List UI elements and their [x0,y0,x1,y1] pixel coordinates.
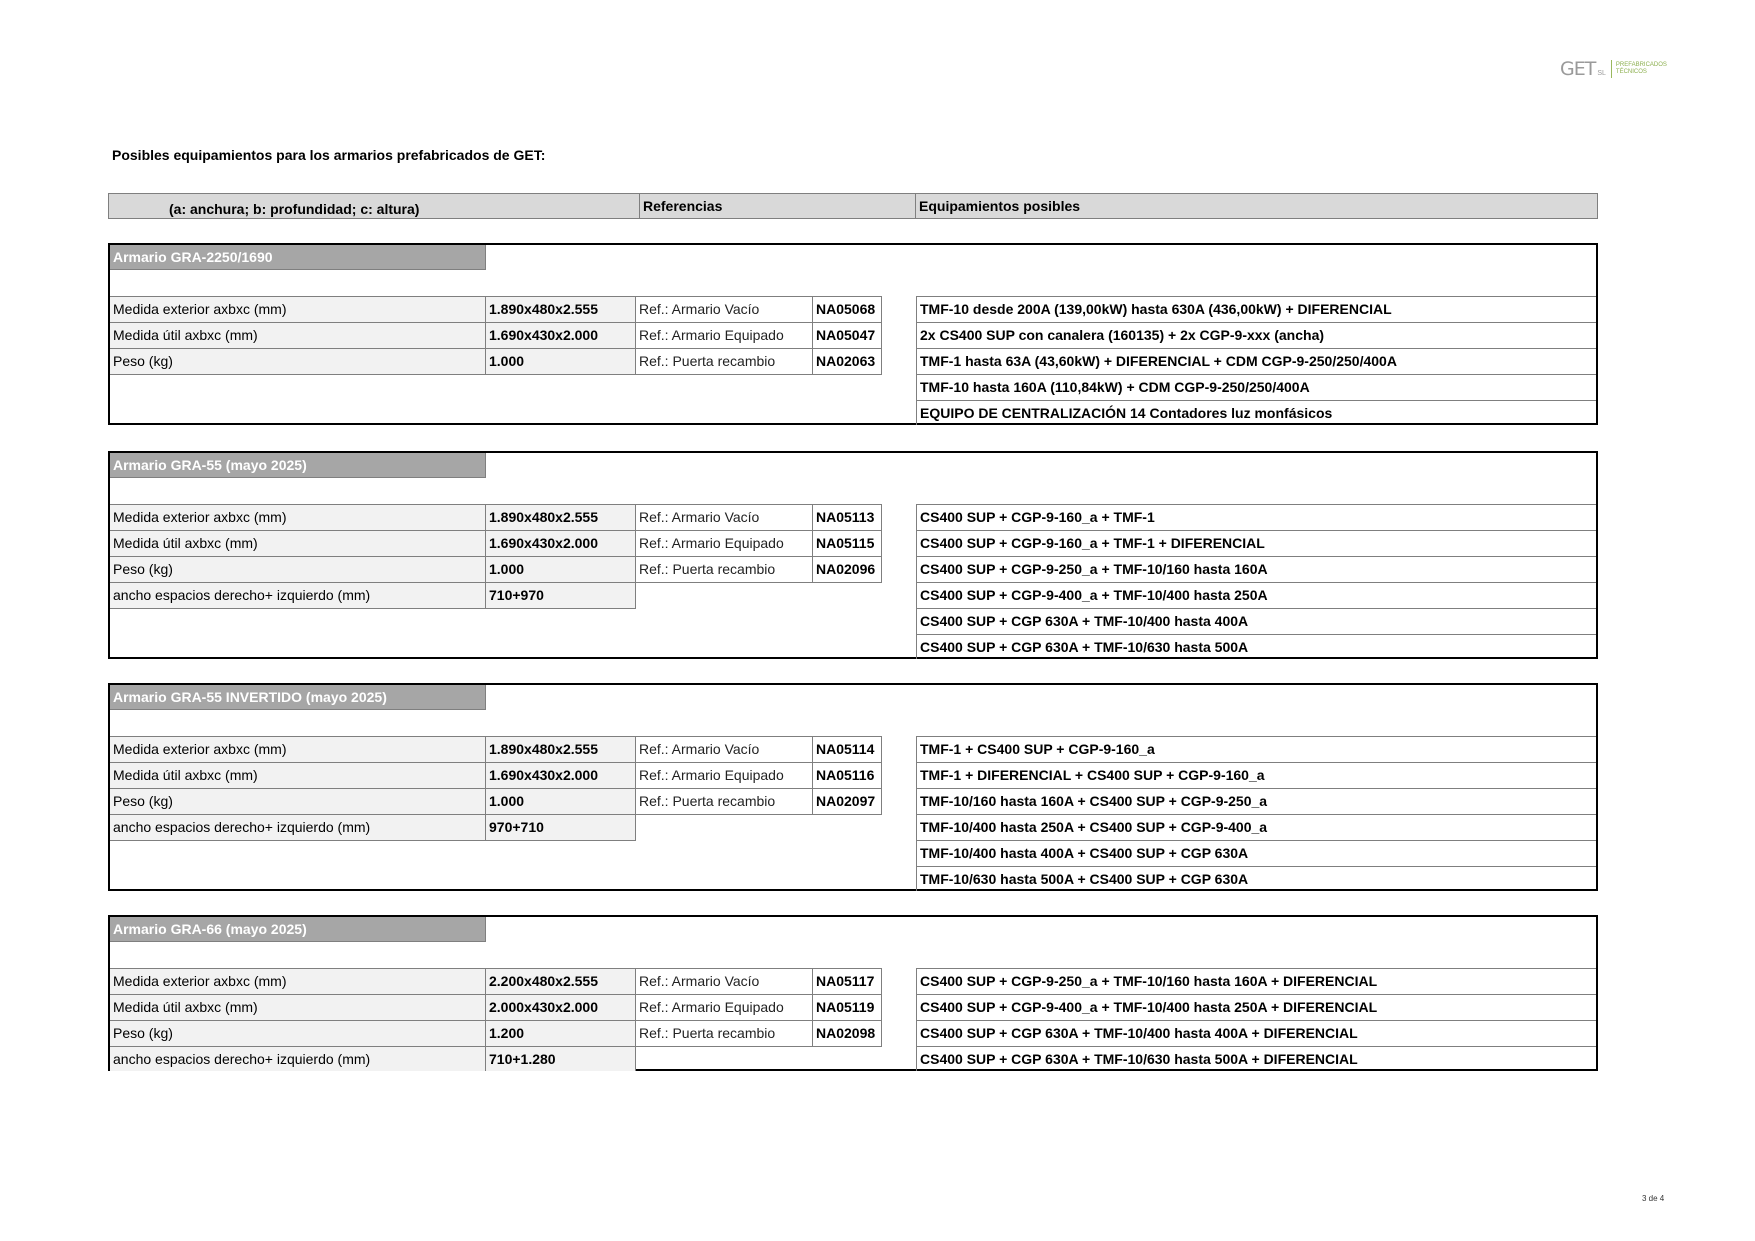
section-gra-66 [108,915,1598,1071]
equip-item: CS400 SUP + CGP-9-400_a + TMF-10/400 hasta 250A [916,582,1596,608]
section-title: Armario GRA-2250/1690 [110,245,486,270]
value-ancho-espacios: 970+710 [486,814,636,840]
label-ref-vacio: Ref.: Armario Vacío [636,296,813,322]
label-medida-util: Medida útil axbxc (mm) [110,530,486,556]
label-peso: Peso (kg) [110,1020,486,1046]
section-title: Armario GRA-66 (mayo 2025) [110,917,486,942]
equip-item: CS400 SUP + CGP-9-250_a + TMF-10/160 hasta 160A + DIFERENCIAL [916,968,1596,994]
ref-vacio-code: NA05117 [813,968,882,994]
row-divider [636,814,882,815]
table-header [108,193,1598,219]
equip-item: EQUIPO DE CENTRALIZACIÓN 14 Contadores luz monfásicos [916,400,1596,425]
equip-item: CS400 SUP + CGP-9-250_a + TMF-10/160 hasta 160A [916,556,1596,582]
row-divider [110,608,636,609]
label-medida-exterior: Medida exterior axbxc (mm) [110,296,486,322]
equip-item: TMF-10/160 hasta 160A + CS400 SUP + CGP-9-250_a [916,788,1596,814]
equip-item: CS400 SUP + CGP 630A + TMF-10/630 hasta 500A [916,634,1596,659]
equip-item: CS400 SUP + CGP-9-400_a + TMF-10/400 hasta 250A + DIFERENCIAL [916,994,1596,1020]
logo-divider [1611,60,1612,78]
logo-mark: GET [1560,58,1596,80]
logo-tagline-line-2: TÉCNICOS [1615,69,1647,75]
label-medida-exterior: Medida exterior axbxc (mm) [110,504,486,530]
equip-item: TMF-1 + CS400 SUP + CGP-9-160_a [916,736,1596,762]
ref-vacio-code: NA05114 [813,736,882,762]
equip-item: TMF-10/630 hasta 500A + CS400 SUP + CGP 630A [916,866,1596,891]
ref-puerta-code: NA02098 [813,1020,882,1046]
ref-puerta-code: NA02063 [813,348,882,374]
section-gra-55-invertido [108,683,1598,891]
value-ancho-espacios: 710+1.280 [486,1046,636,1071]
equip-item: TMF-1 hasta 63A (43,60kW) + DIFERENCIAL + CDM CGP-9-250/250/400A [916,348,1596,374]
value-medida-exterior: 1.890x480x2.555 [486,504,636,530]
value-medida-util: 2.000x430x2.000 [486,994,636,1020]
label-peso: Peso (kg) [110,348,486,374]
company-logo [1560,58,1667,80]
equip-item: TMF-10/400 hasta 250A + CS400 SUP + CGP-9-400_a [916,814,1596,840]
value-medida-util: 1.690x430x2.000 [486,322,636,348]
ref-equipado-code: NA05047 [813,322,882,348]
equip-item: TMF-10/400 hasta 400A + CS400 SUP + CGP 630A [916,840,1596,866]
value-medida-exterior: 1.890x480x2.555 [486,736,636,762]
label-medida-exterior: Medida exterior axbxc (mm) [110,968,486,994]
label-ref-vacio: Ref.: Armario Vacío [636,968,813,994]
label-ref-puerta: Ref.: Puerta recambio [636,1020,813,1046]
label-peso: Peso (kg) [110,556,486,582]
section-title: Armario GRA-55 (mayo 2025) [110,453,486,478]
label-medida-util: Medida útil axbxc (mm) [110,762,486,788]
label-peso: Peso (kg) [110,788,486,814]
row-divider [636,1046,882,1047]
label-ref-equipado: Ref.: Armario Equipado [636,994,813,1020]
header-dimensions-note: (a: anchura; b: profundidad; c: altura) [169,201,420,217]
ref-vacio-code: NA05113 [813,504,882,530]
value-medida-util: 1.690x430x2.000 [486,762,636,788]
row-divider [110,374,882,375]
equip-item: CS400 SUP + CGP 630A + TMF-10/400 hasta 400A [916,608,1596,634]
value-peso: 1.200 [486,1020,636,1046]
label-ref-equipado: Ref.: Armario Equipado [636,762,813,788]
equip-item: CS400 SUP + CGP-9-160_a + TMF-1 [916,504,1596,530]
section-gra-55 [108,451,1598,659]
equip-item: TMF-10 hasta 160A (110,84kW) + CDM CGP-9-250/250/400A [916,374,1596,400]
label-ref-vacio: Ref.: Armario Vacío [636,736,813,762]
logo-tagline [1616,62,1667,76]
equip-item: CS400 SUP + CGP-9-160_a + TMF-1 + DIFERENCIAL [916,530,1596,556]
ref-equipado-code: NA05119 [813,994,882,1020]
label-ref-puerta: Ref.: Puerta recambio [636,788,813,814]
label-ref-puerta: Ref.: Puerta recambio [636,348,813,374]
value-peso: 1.000 [486,348,636,374]
equip-item: TMF-10 desde 200A (139,00kW) hasta 630A (436,00kW) + DIFERENCIAL [916,296,1596,322]
ref-puerta-code: NA02097 [813,788,882,814]
equip-item: 2x CS400 SUP con canalera (160135) + 2x CGP-9-xxx (ancha) [916,322,1596,348]
value-medida-util: 1.690x430x2.000 [486,530,636,556]
label-medida-util: Medida útil axbxc (mm) [110,322,486,348]
ref-equipado-code: NA05115 [813,530,882,556]
label-medida-exterior: Medida exterior axbxc (mm) [110,736,486,762]
value-medida-exterior: 1.890x480x2.555 [486,296,636,322]
label-ancho-espacios: ancho espacios derecho+ izquierdo (mm) [110,582,486,608]
section-gra-2250 [108,243,1598,425]
equip-item: CS400 SUP + CGP 630A + TMF-10/630 hasta 500A + DIFERENCIAL [916,1046,1596,1071]
value-peso: 1.000 [486,788,636,814]
logo-sl: SL [1597,69,1606,77]
row-divider [636,582,882,583]
logo-tagline-line-1: PREFABRICADOS [1615,62,1667,68]
row-divider [110,840,636,841]
label-ancho-espacios: ancho espacios derecho+ izquierdo (mm) [110,814,486,840]
value-ancho-espacios: 710+970 [486,582,636,608]
page-number: 3 de 4 [1642,1194,1665,1203]
equip-item: CS400 SUP + CGP 630A + TMF-10/400 hasta 400A + DIFERENCIAL [916,1020,1596,1046]
section-title: Armario GRA-55 INVERTIDO (mayo 2025) [110,685,486,710]
ref-puerta-code: NA02096 [813,556,882,582]
label-ancho-espacios: ancho espacios derecho+ izquierdo (mm) [110,1046,486,1071]
label-medida-util: Medida útil axbxc (mm) [110,994,486,1020]
value-peso: 1.000 [486,556,636,582]
header-referencias: Referencias [639,194,722,218]
value-medida-exterior: 2.200x480x2.555 [486,968,636,994]
ref-equipado-code: NA05116 [813,762,882,788]
page-title: Posibles equipamientos para los armarios prefabricados de GET: [112,147,546,163]
label-ref-equipado: Ref.: Armario Equipado [636,530,813,556]
label-ref-puerta: Ref.: Puerta recambio [636,556,813,582]
header-equipamientos: Equipamientos posibles [915,194,1080,218]
ref-vacio-code: NA05068 [813,296,882,322]
label-ref-equipado: Ref.: Armario Equipado [636,322,813,348]
equip-item: TMF-1 + DIFERENCIAL + CS400 SUP + CGP-9-160_a [916,762,1596,788]
label-ref-vacio: Ref.: Armario Vacío [636,504,813,530]
